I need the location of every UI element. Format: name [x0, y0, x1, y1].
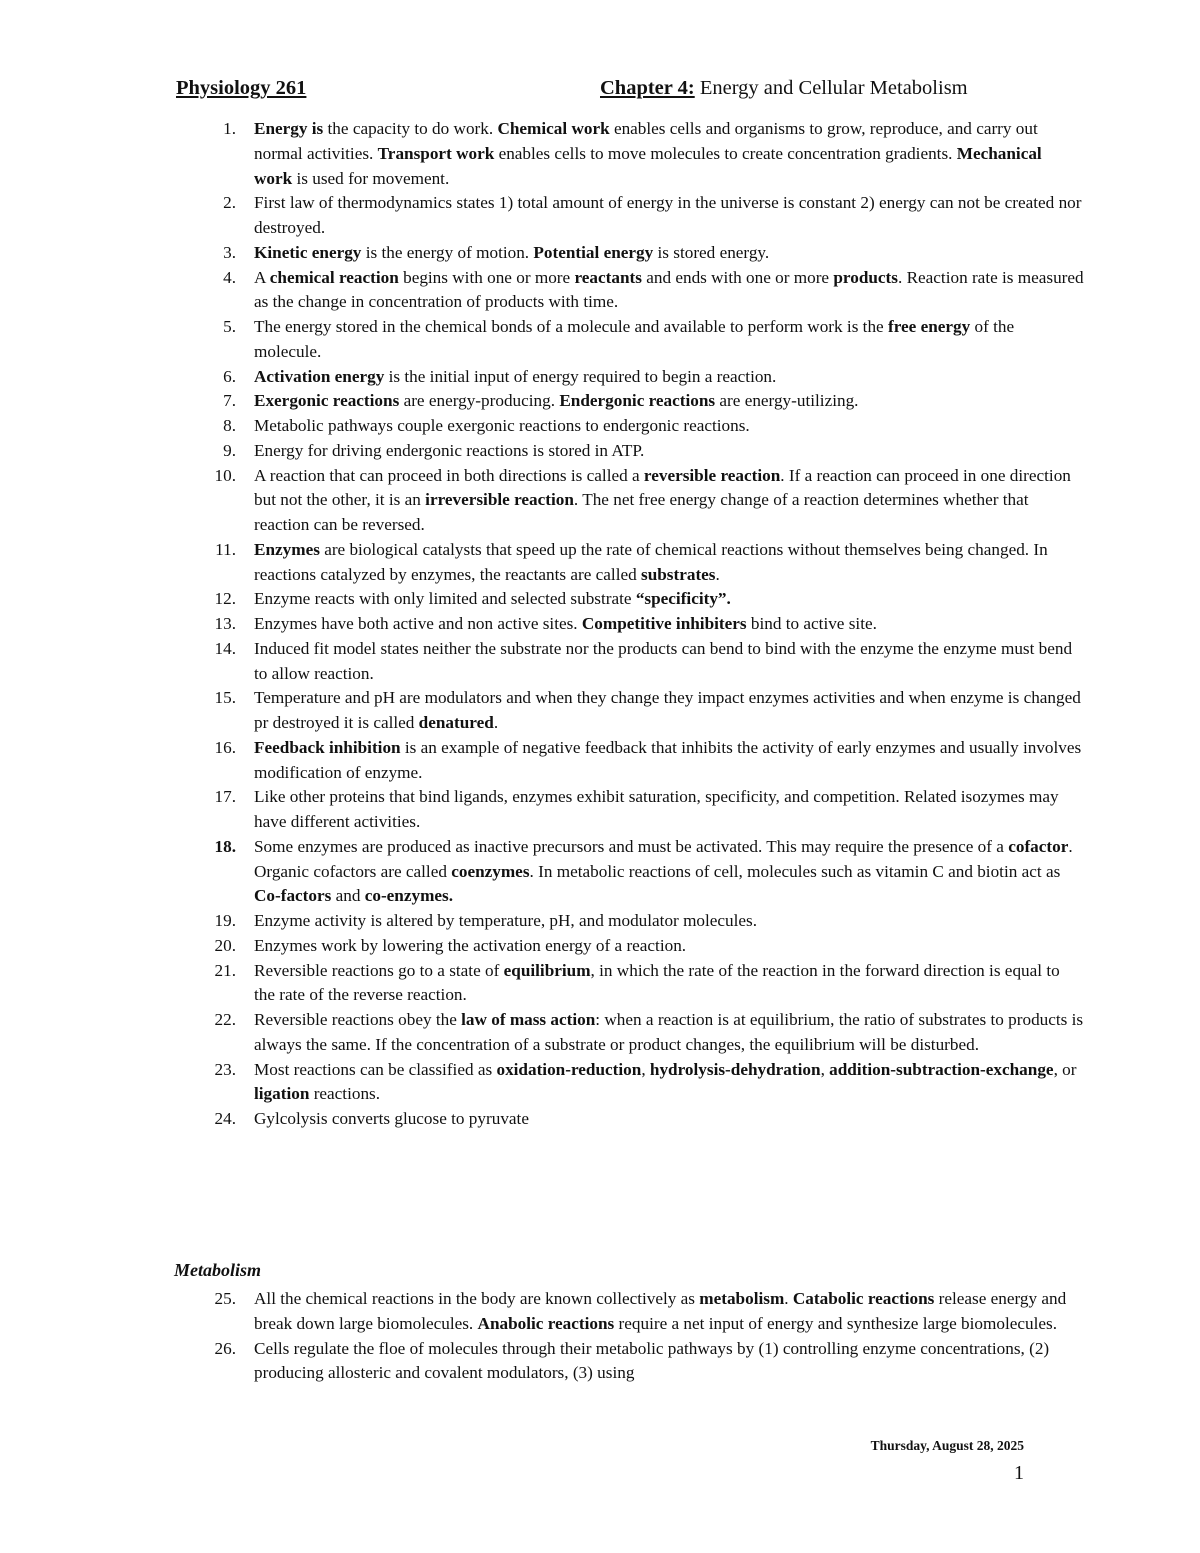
page-header	[176, 74, 1024, 102]
item-number: 9.	[223, 440, 236, 460]
item-number: 19.	[214, 911, 236, 930]
text-run: Enzymes work by lowering the activation energy of a reaction.	[254, 935, 687, 955]
bold-term: Co-factors	[254, 886, 332, 906]
text-run: A	[254, 267, 270, 287]
text-run: reactions.	[309, 1084, 381, 1104]
item-number: 5.	[223, 317, 236, 336]
item-number: 18.	[214, 836, 236, 856]
text-run: Cells regulate the floe of molecules through their metabolic pathways by (1) controlling enzyme concentrations, (2) producing allosteric and covalent modulators, (3) using	[254, 1338, 1050, 1383]
item-number: 14.	[214, 638, 236, 658]
text-run: . Organic cofactors are called	[254, 836, 1073, 881]
item-text	[254, 589, 731, 608]
list-item	[0, 612, 1084, 637]
item-text	[254, 911, 757, 930]
text-run: . The net free energy change of a reaction determines whether that reaction can be reversed.	[254, 490, 1029, 534]
text-run: Reversible reactions go to a state of	[254, 960, 504, 980]
list-item	[0, 909, 1084, 934]
item-number: 4.	[223, 267, 236, 287]
text-run: is the initial input of energy required to begin a reaction.	[384, 366, 777, 386]
item-number: 24.	[214, 1109, 236, 1128]
text-run: and ends with one or more	[641, 267, 834, 287]
item-text	[254, 1289, 1066, 1333]
item-number: 6.	[223, 366, 236, 386]
notes-list	[0, 117, 1200, 1132]
text-run: All the chemical reactions in the body are known collectively as	[254, 1289, 700, 1308]
text-run: First law of thermodynamics states 1) total amount of energy in the universe is constant 2) energy can not be created nor destroyed.	[254, 193, 1082, 237]
item-number: 16.	[214, 737, 236, 757]
text-run: The energy stored in the chemical bonds of a molecule and available to perform work is the	[254, 317, 888, 336]
item-text	[254, 961, 1060, 1005]
item-text	[254, 416, 750, 435]
page-number: 1	[1014, 1462, 1024, 1484]
section-title-metabolism: Metabolism	[174, 1260, 262, 1280]
list-item	[0, 835, 1084, 909]
text-run: Enzyme reacts with only limited and selected substrate	[254, 589, 636, 609]
item-number: 13.	[214, 614, 236, 633]
list-item	[0, 736, 1084, 786]
bold-term: free energy	[887, 317, 971, 336]
text-run: Some enzymes are produced as inactive precursors and must be activated. This may require the presence of a	[254, 836, 1009, 856]
bold-term: hydrolysis-dehydration	[649, 1059, 821, 1079]
text-run: . In metabolic reactions of cell, molecules such as vitamin C and biotin act as	[529, 861, 1061, 881]
item-number: 22.	[214, 1010, 236, 1029]
text-run: is stored energy.	[653, 242, 770, 262]
list-item	[0, 439, 1084, 464]
item-text	[254, 688, 1081, 732]
text-run: ,	[641, 1059, 650, 1079]
item-text	[254, 268, 1084, 312]
bold-term: oxidation-reduction	[496, 1059, 642, 1079]
list-item	[0, 785, 1084, 835]
item-number: 20.	[214, 935, 236, 955]
item-number: 8.	[223, 416, 236, 435]
bold-term: Energy is	[254, 119, 324, 138]
list-item	[0, 464, 1084, 538]
text-run: is the energy of motion.	[361, 242, 534, 262]
chapter-label: Chapter 4:	[600, 77, 695, 99]
item-text	[254, 738, 1081, 782]
list-item	[0, 1058, 1084, 1108]
text-run: Most reactions can be classified as	[254, 1059, 497, 1079]
list-item	[0, 315, 1084, 365]
bold-term: cofactor	[1008, 836, 1069, 856]
item-number: 1.	[223, 119, 236, 138]
text-run: : when a reaction is at equilibrium, the ratio of substrates to products is always the same. If the concentration of a substrate or product changes, the equilibrium will be disturbed.	[254, 1010, 1084, 1054]
list-item	[0, 117, 1084, 191]
item-number: 2.	[223, 193, 236, 213]
item-text	[254, 193, 1081, 237]
item-text	[254, 466, 1071, 535]
list-item	[0, 686, 1084, 736]
bold-term: coenzymes	[451, 861, 530, 881]
bold-term: Mechanical work	[254, 143, 1042, 188]
item-text	[254, 1109, 529, 1128]
text-run: Metabolic pathways couple exergonic reactions to endergonic reactions.	[254, 416, 750, 435]
bold-term: reversible reaction	[643, 465, 781, 485]
bold-term: denatured	[418, 713, 494, 732]
item-text	[254, 367, 776, 386]
item-number: 3.	[223, 242, 236, 262]
list-item	[0, 959, 1084, 1009]
item-text	[254, 639, 1072, 683]
chapter-heading	[600, 74, 968, 102]
list-item	[0, 414, 1084, 439]
list-item	[0, 266, 1084, 316]
bold-term: Activation energy	[254, 366, 385, 386]
item-number: 11.	[215, 539, 236, 559]
item-text	[254, 317, 1014, 361]
bold-term: Kinetic energy	[254, 242, 362, 262]
item-number: 26.	[214, 1338, 236, 1358]
text-run: Enzyme activity is altered by temperature, pH, and modulator molecules.	[254, 911, 758, 930]
bold-term: Transport work	[377, 143, 495, 163]
item-text	[254, 1060, 1076, 1104]
item-text	[254, 119, 1042, 188]
bold-term: reactants	[574, 267, 642, 287]
list-item	[0, 241, 1084, 266]
bold-term: equilibrium	[503, 960, 591, 980]
list-item	[0, 637, 1084, 687]
text-run: , or	[1053, 1059, 1077, 1079]
list-item	[0, 191, 1084, 241]
item-text	[254, 614, 877, 633]
bold-term: Enzymes	[254, 539, 320, 559]
text-run: Temperature and pH are modulators and when they change they impact enzymes activities and when enzyme is changed pr destroyed it is called	[254, 688, 1081, 732]
bold-term: Potential energy	[533, 242, 654, 262]
item-number: 23.	[214, 1059, 236, 1079]
text-run: are energy-utilizing.	[715, 391, 859, 411]
item-text	[254, 936, 686, 955]
item-number: 12.	[214, 589, 236, 609]
item-number: 10.	[214, 465, 236, 485]
bold-term: Chemical work	[497, 119, 610, 138]
text-run: bind to active site.	[746, 614, 877, 633]
list-item	[0, 389, 1084, 414]
text-run: . Reaction rate is measured as the change in concentration of products with time.	[254, 267, 1084, 312]
bold-term: co-enzymes.	[364, 886, 454, 906]
bold-term: metabolism	[699, 1289, 785, 1308]
bold-term: Catabolic reactions	[792, 1289, 935, 1308]
text-run: Energy for driving endergonic reactions is stored in ATP.	[254, 440, 645, 460]
bold-term: Competitive inhibiters	[581, 614, 747, 633]
text-run: Induced fit model states neither the substrate nor the products can bend to bind with the enzyme the enzyme must bend to allow reaction.	[254, 638, 1073, 683]
item-number: 15.	[214, 688, 236, 708]
list-item	[0, 538, 1084, 588]
text-run: are energy-producing.	[399, 391, 560, 411]
item-text	[254, 243, 769, 262]
text-run: enables cells and organisms to grow, reproduce, and carry out normal activities.	[254, 119, 1038, 163]
footer-date: Thursday, August 28, 2025	[870, 1438, 1024, 1453]
text-run: .	[715, 564, 720, 584]
item-text	[254, 540, 1048, 584]
list-item	[0, 934, 1084, 959]
text-run: of the molecule.	[254, 317, 1015, 361]
text-run: is used for movement.	[292, 168, 450, 188]
text-run: begins with one or more	[398, 267, 575, 287]
text-run: and	[331, 886, 365, 906]
bold-term: Feedback inhibition	[254, 737, 401, 757]
item-number: 7.	[223, 391, 236, 411]
list-item	[0, 1337, 1084, 1387]
bold-term: substrates	[641, 564, 716, 584]
chapter-title: Energy and Cellular Metabolism	[694, 77, 968, 99]
text-run: Like other proteins that bind ligands, enzymes exhibit saturation, specificity, and competition. Related isozymes may have different activities.	[254, 787, 1059, 831]
item-text	[254, 787, 1059, 831]
list-item	[0, 365, 1084, 390]
list-item	[0, 1107, 1084, 1132]
text-run: are biological catalysts that speed up the rate of chemical reactions without themselves being changed. In reactions catalyzed by enzymes, the reactants are called	[254, 539, 1048, 584]
text-run: .	[493, 713, 499, 732]
text-run: release energy and break down large biomolecules.	[254, 1289, 1067, 1333]
item-text	[254, 1339, 1049, 1383]
bold-term: “specificity”.	[635, 589, 731, 609]
item-text	[254, 1010, 1083, 1054]
bold-term: irreversible reaction	[425, 490, 574, 510]
text-run: . If a reaction can proceed in one direction but not the other, it is an	[254, 465, 1071, 510]
list-item	[0, 587, 1084, 612]
bold-term: law of mass action	[461, 1010, 596, 1029]
item-text	[254, 391, 858, 410]
list-item	[0, 1287, 1084, 1337]
bold-term: ligation	[254, 1084, 310, 1104]
text-run: the capacity to do work.	[323, 119, 498, 138]
text-run: is an example of negative feedback that inhibits the activity of early enzymes and usually involves modification of enzyme.	[254, 737, 1082, 782]
text-run: Enzymes have both active and non active sites.	[254, 614, 582, 633]
item-text	[254, 837, 1073, 906]
text-run: Reversible reactions obey the	[254, 1010, 462, 1029]
list-item	[0, 1008, 1084, 1058]
text-run: require a net input of energy and synthesize large biomolecules.	[614, 1313, 1057, 1333]
item-number: 17.	[214, 787, 236, 807]
text-run: Gylcolysis converts glucose to pyruvate	[254, 1109, 529, 1128]
text-run: ,	[820, 1059, 830, 1079]
bold-term: Anabolic reactions	[477, 1313, 615, 1333]
text-run: enables cells to move molecules to create concentration gradients.	[494, 143, 957, 163]
bold-term: Endergonic reactions	[559, 391, 716, 411]
item-text	[254, 441, 644, 460]
item-number: 21.	[214, 960, 236, 980]
bold-term: addition-subtraction-exchange	[829, 1059, 1054, 1079]
text-run: , in which the rate of the reaction in the forward direction is equal to the rate of the reverse reaction.	[254, 960, 1060, 1005]
item-number: 25.	[214, 1289, 236, 1308]
bold-term: chemical reaction	[269, 267, 399, 287]
bold-term: Exergonic reactions	[254, 391, 400, 411]
metabolism-notes-list	[0, 1287, 1200, 1386]
text-run: .	[784, 1289, 793, 1308]
text-run: A reaction that can proceed in both directions is called a	[254, 465, 644, 485]
bold-term: products	[833, 267, 898, 287]
course-title: Physiology 261	[176, 77, 307, 99]
